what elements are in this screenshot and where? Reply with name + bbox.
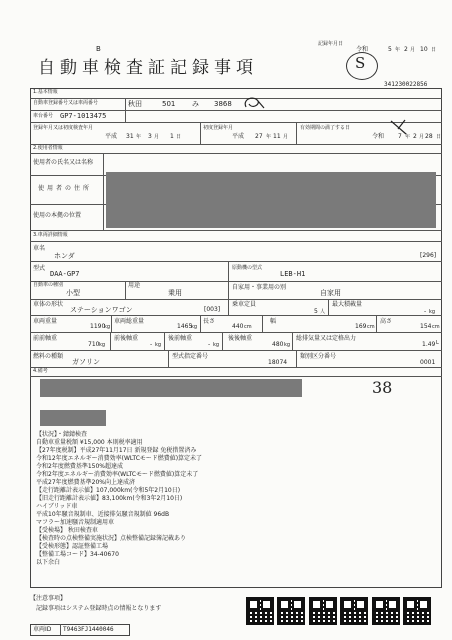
capacity-label: 乗車定員 [232,301,257,308]
remark-line: 平成10年騒音規制車、近接排気騒音規制値 96dB [36,511,170,518]
record-date-month-unit: 月 [410,47,416,53]
document-mark: B [96,45,101,53]
front-rear-axle-value: - [150,341,153,348]
model-value: DAA-GP7 [50,270,80,278]
engine-model-label: 原動機の型式 [232,265,263,271]
remark-line: ハイブリッド車 [36,503,78,510]
remark-line: 【検査時の点検整備実施状況】点検整備記録簿記載あり [36,535,187,542]
first-inspection-year-unit: 年 [266,134,272,140]
gross-weight-label: 車両総重量 [114,318,145,325]
displacement-unit: L [436,340,439,346]
type-designation-value: 18074 [268,359,288,366]
use-value: 乗用 [168,289,182,297]
height-value: 154 [420,323,432,330]
remark-line: 【27年度税制】平成27年11月17日 新規登録 免税措置済み [36,447,197,454]
record-date-label: 記録年月日 [318,41,344,47]
qr-code-5 [372,597,400,625]
length-label: 長さ [203,318,216,325]
user-base-label: 使用の本拠の位置 [33,212,82,219]
remark-line: 【旧走行距離計表示値】83,100km(令和3年2月10日) [36,495,183,502]
vehicle-weight-value: 1190 [90,323,106,330]
reg-number-label: 自動車登録番号又は車両番号 [33,100,99,106]
qr-code-2 [277,597,305,625]
handwritten-number: 38 [372,378,393,397]
max-load-unit: kg [429,309,436,315]
gross-weight-value: 1465 [177,323,193,330]
width-unit: cm [367,324,375,330]
rear-front-axle-value: - [208,341,211,348]
expiry-day: 28 [425,133,433,140]
notice-label: 【注意事項】 [30,595,67,602]
first-reg-day: 1 [170,133,174,140]
private-business-label: 自家用・事業用の別 [232,284,287,291]
body-shape-code: [003] [204,306,221,313]
qr-code-1 [246,597,274,625]
rear-front-axle-label: 後前軸重 [168,335,193,342]
first-inspection-year: 27 [255,133,263,140]
document-title: 自動車検査証記録事項 [38,58,258,78]
handwritten-circled-mark: S [355,54,366,72]
redacted-remarks-top [40,379,302,397]
vehicle-weight-unit: kg [104,324,111,330]
chassis-number: GP7-1013475 [60,112,107,120]
section1-heading: 1.基本情報 [33,89,58,95]
height-unit: cm [432,324,440,330]
record-date-year: 5 [388,46,392,53]
qr-code-3 [309,597,337,625]
remark-line: 【走行距離計表示値】107,000km(令和5年2月10日) [36,487,181,494]
private-business-value: 自家用 [320,289,341,297]
fuel-type-value: ガソリン [72,358,100,366]
first-inspection-month-unit: 月 [283,134,289,140]
first-reg-label: 登録年月又は初度検査年月 [33,125,94,131]
handwritten-check-icon [388,117,412,137]
user-name-label: 使用者の氏名又は名称 [33,159,94,166]
record-date-day-unit: 日 [431,47,437,53]
displacement-label: 総排気量又は定格出力 [296,335,357,342]
maker-code: [296] [420,252,437,259]
handwritten-mark-icon [240,93,266,111]
front-front-axle-label: 前前軸重 [33,335,58,342]
first-reg-day-unit: 日 [176,134,182,140]
first-inspection-label: 初度登録年月 [203,125,234,131]
expiry-year: 7 [398,133,402,140]
serial-number: 341230022856 [384,81,428,88]
qr-code-6 [403,597,431,625]
rear-front-axle-unit: kg [213,342,220,348]
remark-line: 【状況】・錆錆検査 [36,431,88,438]
notice-text: 記録事項はシステム登録時点の情報となります [36,605,162,612]
front-front-axle-value: 710 [88,341,100,348]
section4-heading: 4.備考 [33,368,48,374]
reg-number: 3868 [214,100,232,108]
first-reg-year-unit: 年 [136,134,142,140]
first-reg-month: 3 [148,133,152,140]
vehicle-id-value: T9463FJ1440046 [63,626,114,633]
capacity-unit: 人 [320,309,326,315]
engine-model-value: LEB-H1 [280,270,306,278]
expiry-day-unit: 日 [436,134,442,140]
user-address-label: 使用者の住所 [38,185,93,192]
rear-rear-axle-label: 後後軸重 [228,335,253,342]
reg-class: 501 [162,100,176,108]
vehicle-weight-label: 車両重量 [33,318,58,325]
fuel-type-label: 燃料の種類 [33,353,64,360]
max-load-label: 最大積載量 [332,301,363,308]
front-rear-axle-unit: kg [155,342,162,348]
front-front-axle-unit: kg [99,342,106,348]
first-reg-month-unit: 月 [154,134,160,140]
width-value: 169 [355,323,367,330]
displacement-value: 1.49 [422,341,436,348]
section2-heading: 2.使用者情報 [33,145,63,151]
first-reg-year: 31 [126,133,134,140]
vehicle-kind-label: 自動車の種別 [33,282,64,288]
remark-line: 【受検場】 秋田検査車 [36,527,98,534]
expiry-label: 有効期間の満了する日 [300,125,351,131]
remark-line: 平成27年度燃費基準20%向上達成済 [36,479,135,486]
front-rear-axle-label: 前後軸重 [114,335,139,342]
qr-code-4 [340,597,368,625]
expiry-year-unit: 年 [405,134,411,140]
body-shape-label: 車体の形状 [33,301,64,308]
remark-line: 自動車重量税額 ¥15,000 本則税率適用 [36,439,143,446]
capacity-value: 5 [314,308,318,315]
length-value: 440 [232,323,244,330]
record-date-era: 令和 [356,46,369,53]
remark-line: 令和2年度燃費基準150%超達成 [36,463,123,470]
remark-line: 【整備工場コード】34-40670 [36,551,119,558]
reg-area: 秋田 [128,100,142,108]
redacted-remarks-small [40,410,106,426]
remark-line: 【受検形態】認証整備工場 [36,543,109,550]
category-number-label: 類別区分番号 [300,353,337,360]
section3-heading: 3.車両詳細情報 [33,232,68,238]
first-inspection-month: 11 [273,133,281,140]
vehicle-kind-value: 小型 [66,289,80,297]
first-inspection-era: 平成 [232,133,245,140]
expiry-era: 令和 [372,133,385,140]
body-shape-value: ステーションワゴン [70,306,133,314]
maker-value: ホンダ [54,252,75,260]
record-date-month: 2 [404,46,408,53]
reg-kana: み [192,100,199,108]
rear-rear-axle-unit: kg [284,342,291,348]
maker-label: 車名 [33,245,46,252]
expiry-month: 2 [413,133,417,140]
remark-line: 令和12年度エネルギー消費効率(WLTCモード燃費値)算定未了 [36,455,203,462]
record-date-year-unit: 年 [395,47,401,53]
gross-weight-unit: kg [191,324,198,330]
chassis-label: 車台番号 [33,113,54,119]
height-label: 高さ [380,318,393,325]
remark-line: 令和2年度エネルギー消費効率(WLTCモード燃費値)算定未了 [36,471,199,478]
width-label: 幅 [270,318,277,325]
use-label: 用途 [128,282,141,289]
redacted-user-info [106,172,436,228]
rear-rear-axle-value: 480 [272,341,284,348]
category-number-value: 0001 [420,359,436,366]
remark-line: マフラー加速騒音規制適用車 [36,519,115,526]
length-unit: cm [244,324,252,330]
remark-line: 以下余白 [36,559,61,566]
max-load-value: - [424,308,427,315]
record-date-day: 10 [420,46,428,53]
vehicle-id-label: 車両ID [33,626,52,633]
model-label: 型式 [33,265,46,272]
type-designation-label: 型式指定番号 [172,353,209,360]
first-reg-era: 平成 [105,133,118,140]
expiry-month-unit: 月 [419,134,425,140]
